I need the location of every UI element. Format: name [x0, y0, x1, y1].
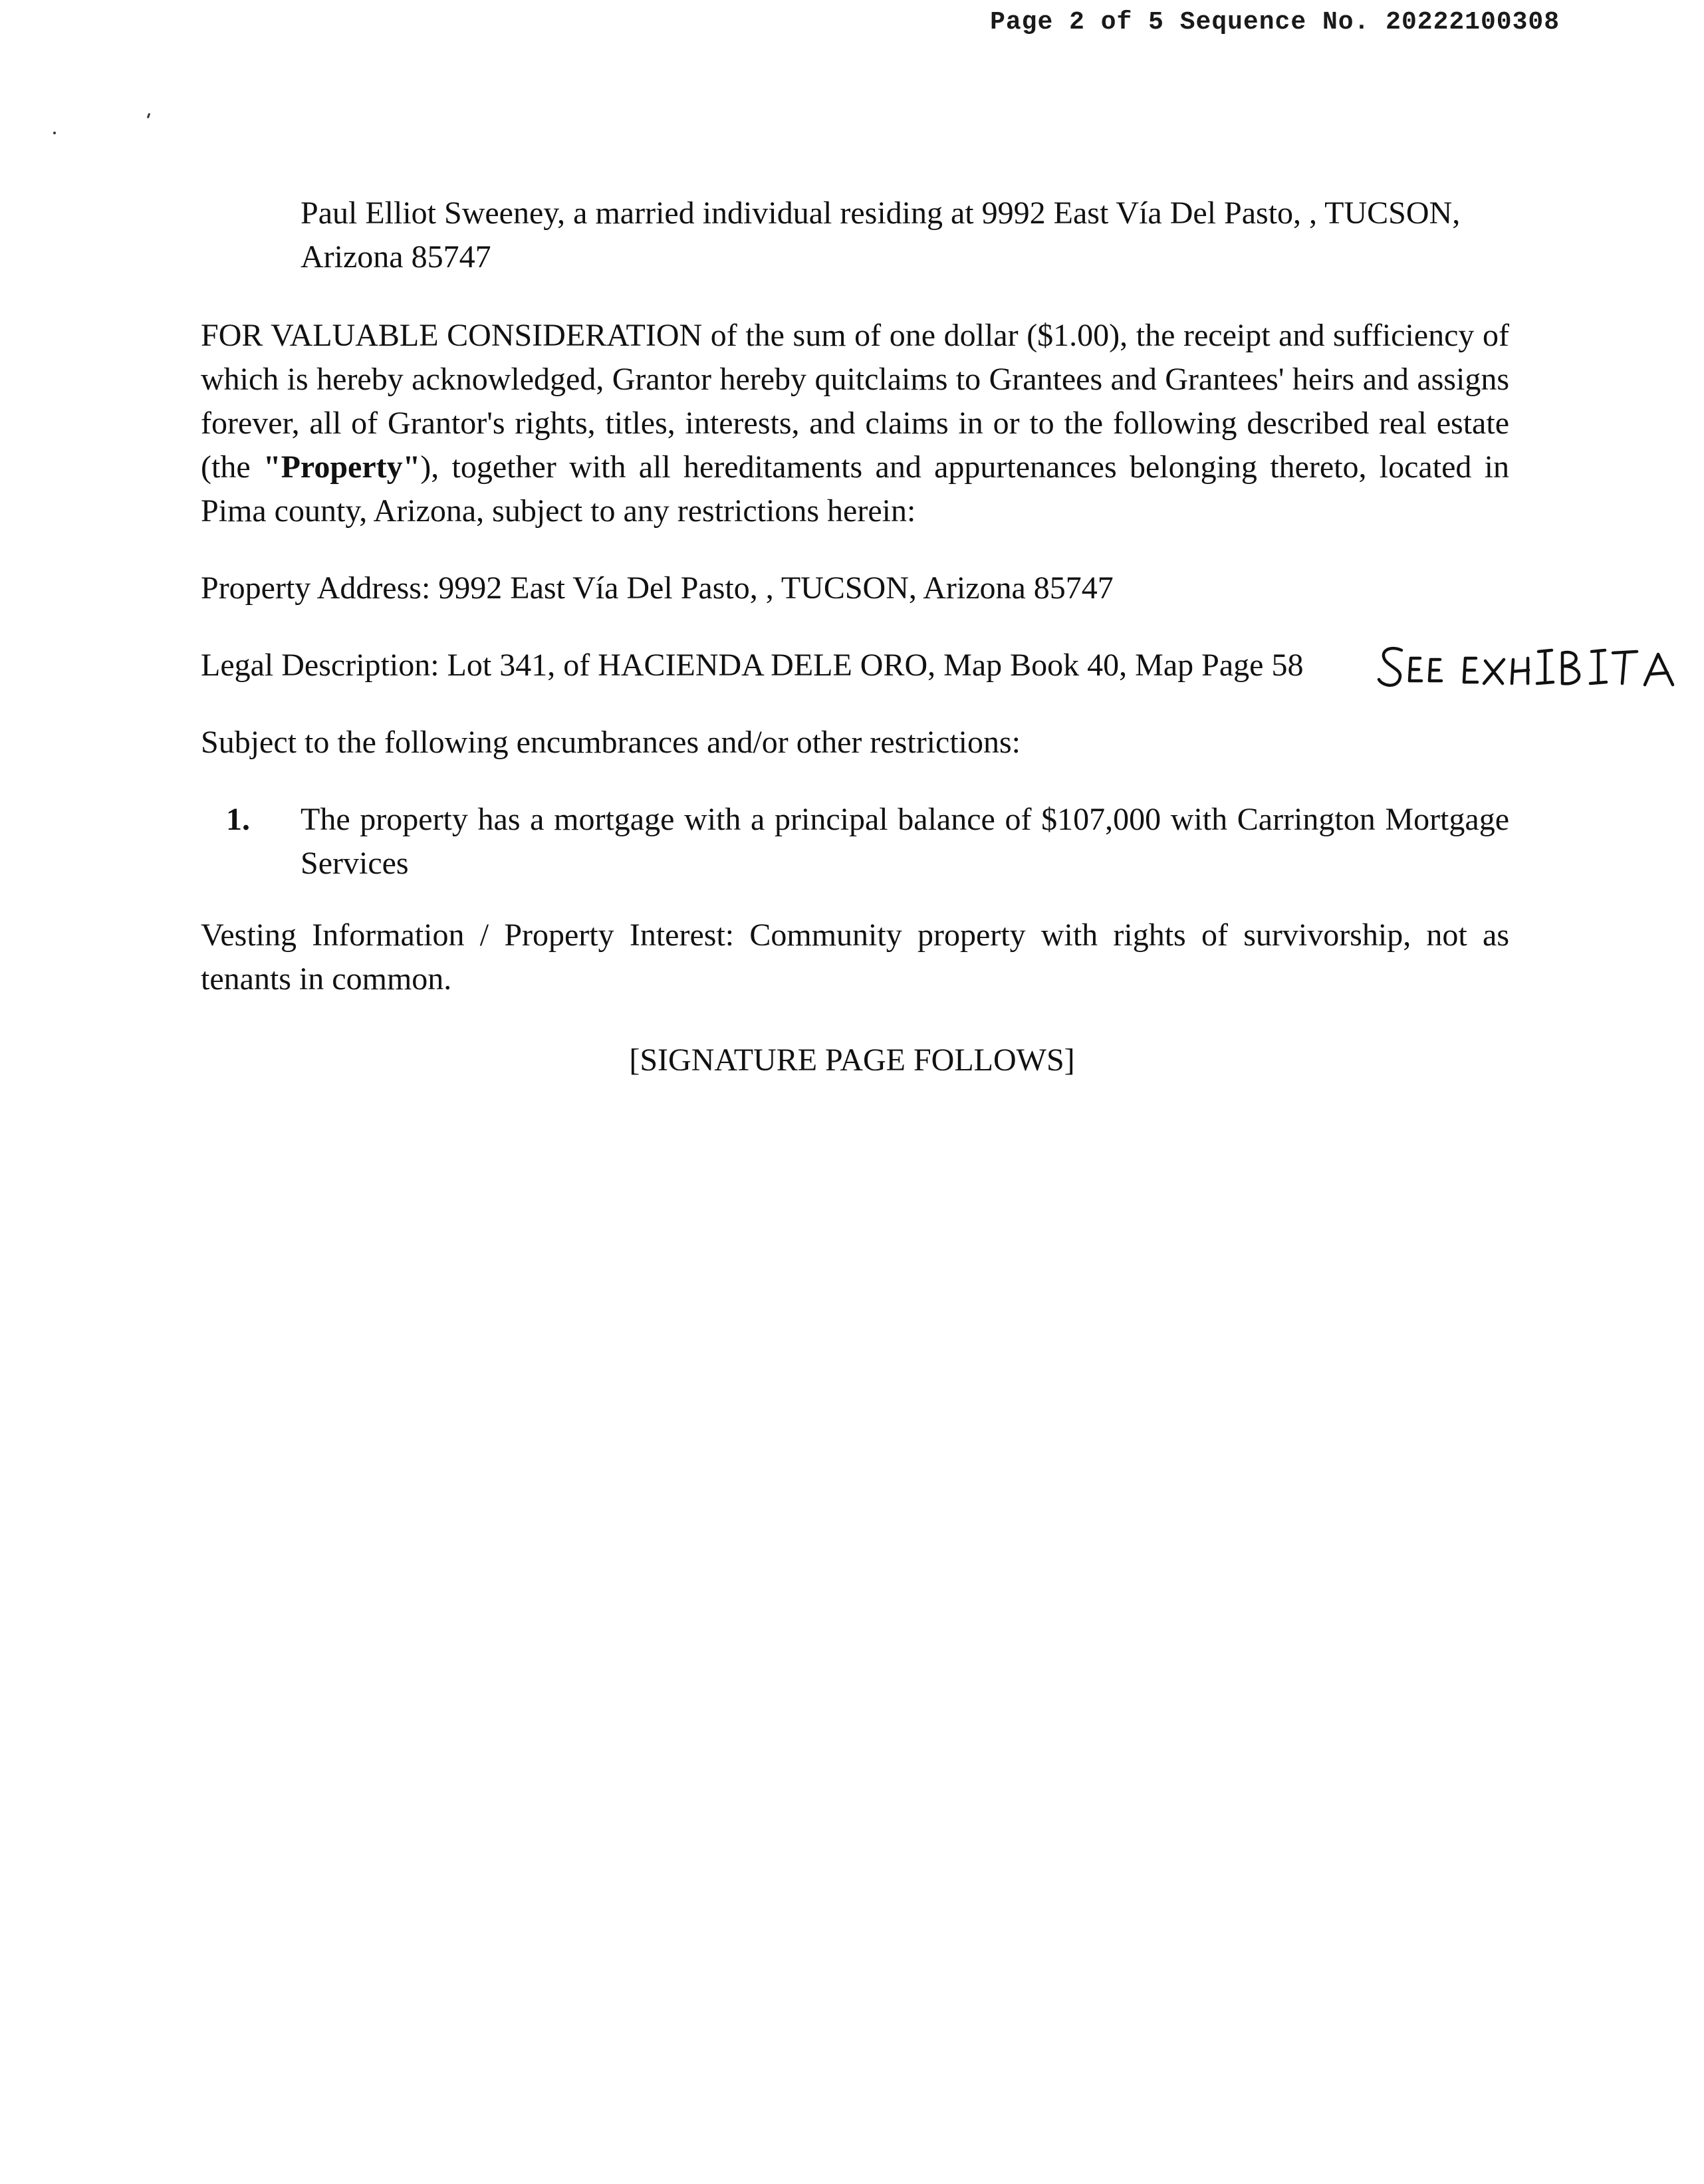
consideration-text-before: FOR VALUABLE CONSIDERATION of the sum of one dollar ($1.00), the receipt and sufficiency of which is hereby acknowledged, Grantor hereby quitclaims to Grantees and Grantees' heirs and assigns forever, all of Grantor's rights, titles, interests, and claims in or to the following described real estate (the: [201, 318, 1509, 485]
property-defined-term: "Property": [263, 449, 421, 485]
consideration-text-after: ), together with all hereditaments and appurtenances belonging thereto, located in Pima county, Arizona, subject to any restrictions herein:: [201, 449, 1510, 529]
encumbrances-intro: Subject to the following encumbrances and/or other restrictions:: [201, 725, 1021, 760]
signature-page-follows: [SIGNATURE PAGE FOLLOWS]: [629, 1042, 1075, 1078]
scan-speck: [53, 132, 56, 134]
consideration-paragraph: [201, 314, 1509, 533]
encumbrance-number: 1.: [226, 802, 250, 837]
vesting-information: Vesting Information / Property Interest: Community property with rights of survivorship, not as tenants in common.: [201, 917, 1509, 997]
property-address: Property Address: 9992 East Vía Del Pasto, , TUCSON, Arizona 85747: [201, 570, 1114, 606]
grantee-party: Paul Elliot Sweeney, a married individual residing at 9992 East Vía Del Pasto, , TUCSON, Arizona 85747: [301, 195, 1461, 275]
page-header: Page 2 of 5 Sequence No. 20222100308: [990, 8, 1560, 37]
scan-speck: [147, 113, 151, 119]
handwritten-see-exhibit-a-note: [1376, 640, 1682, 693]
legal-description: Legal Description: Lot 341, of HACIENDA DELE ORO, Map Book 40, Map Page 58: [201, 648, 1304, 683]
encumbrance-item: [201, 798, 1509, 886]
encumbrance-text: The property has a mortgage with a principal balance of $107,000 with Carrington Mortgage Services: [301, 802, 1509, 881]
